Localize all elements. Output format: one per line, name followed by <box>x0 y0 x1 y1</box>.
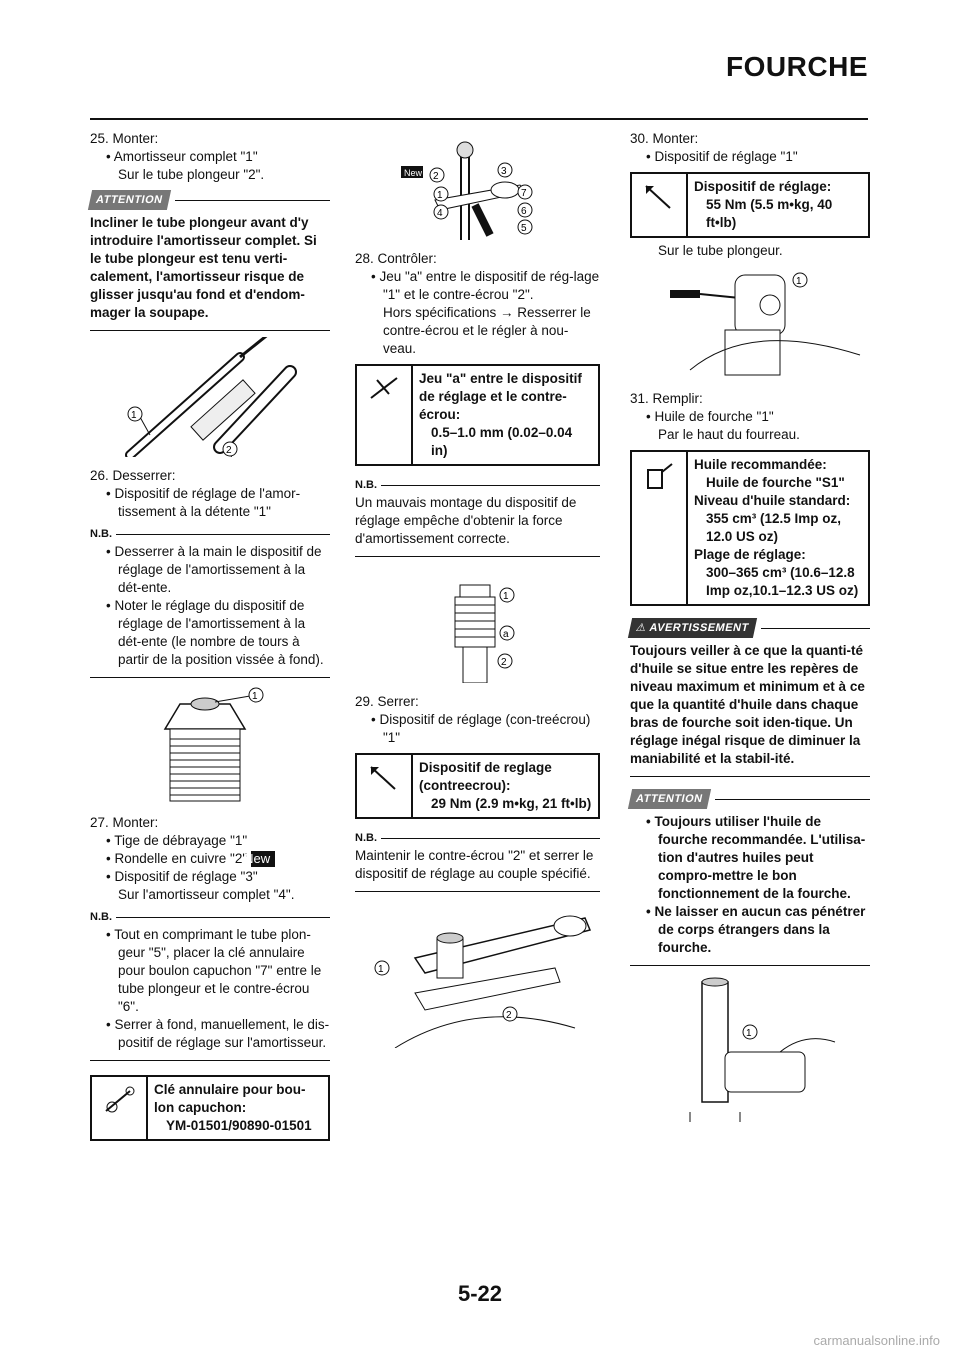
column-2 <box>355 130 600 1048</box>
clearance-figure <box>355 563 600 683</box>
note-header <box>90 908 330 926</box>
step-28-detail: Hors spécifications → Resserrer le contre-écrou et le régler à nou-veau. <box>383 305 591 356</box>
step-31-item: • Huile de fourche "1" <box>646 409 774 424</box>
callout-2: 2 <box>433 171 439 182</box>
step-28: 28. Contrôler: <box>355 251 437 266</box>
step-26-item: • Dispositif de réglage de l'amor-tissement à la détente "1" <box>106 486 301 519</box>
note-text: Un mauvais montage du dispositif de réglage empêche d'obtenir la force d'amortissement correcte. <box>355 495 577 546</box>
oil-level-value: 355 cm³ (12.5 Imp oz, 12.0 US oz) <box>706 511 842 544</box>
torque-wrench-icon <box>357 755 413 817</box>
step-25-item: • Amortisseur complet "1" <box>106 149 258 164</box>
divider <box>90 677 330 678</box>
step-30-item: • Dispositif de réglage "1" <box>646 149 798 164</box>
step-29: 29. Serrer: <box>355 694 419 709</box>
callout-7: 7 <box>521 188 527 199</box>
note-header <box>90 525 330 543</box>
oil-value: Huile de fourche "S1" <box>706 475 845 490</box>
step-27-item <box>90 850 330 868</box>
callout-1: 1 <box>378 964 384 975</box>
note-label: N.B. <box>90 911 112 923</box>
damper-assembly-figure <box>90 337 330 457</box>
note-label: N.B. <box>355 832 377 844</box>
step-30-detail: Sur le tube plongeur. <box>658 243 783 258</box>
step-27-item: • Dispositif de réglage "3" <box>106 869 258 884</box>
step-31-detail: Par le haut du fourreau. <box>658 427 800 442</box>
callout-1: 1 <box>796 276 802 287</box>
oil-fill-figure <box>630 972 870 1122</box>
callout-a: a <box>503 629 509 640</box>
attention-header <box>90 190 330 210</box>
attention-text: Incliner le tube plongeur avant d'y introduire l'amortisseur complet. Si le tube plongeur est tenu verti-calement, l'amortisseur risque de glisser jusqu'au fond et d'endom-mager la soupape. <box>90 215 317 320</box>
callout-1: 1 <box>503 591 509 602</box>
warning-badge: ⚠ AVERTISSEMENT <box>628 618 757 638</box>
warning-label: AVERTISSEMENT <box>648 622 750 634</box>
new-callout: New <box>404 168 423 178</box>
callout-1: 1 <box>131 410 137 421</box>
note-item: • Serrer à fond, manuellement, le dis-positif de réglage sur l'amortisseur. <box>106 1017 330 1050</box>
attention-badge: ATTENTION <box>88 190 171 210</box>
oil-label: Huile recommandée: <box>694 457 827 472</box>
caliper-icon <box>357 366 413 464</box>
header-rule <box>90 118 868 120</box>
note-header <box>355 829 600 847</box>
callout-2: 2 <box>506 1010 512 1021</box>
page-title: FOURCHE <box>726 51 868 82</box>
torque-value: 29 Nm (2.9 m•kg, 21 ft•lb) <box>431 796 592 811</box>
callout-5: 5 <box>521 223 527 234</box>
oil-level-label: Niveau d'huile standard: <box>694 493 851 508</box>
step-30: 30. Monter: <box>630 131 699 146</box>
callout-4: 4 <box>437 208 443 219</box>
torque-box <box>630 172 870 238</box>
callout-2: 2 <box>501 657 507 668</box>
special-tool-box <box>90 1075 330 1141</box>
torque-title: Dispositif de réglage: <box>694 179 832 194</box>
step-27-item-text: • Rondelle en cuivre "2" <box>106 851 248 866</box>
step-29-item: • Dispositif de réglage (con-treécrou) "1" <box>371 712 591 745</box>
page-number: 5-22 <box>457 1281 503 1306</box>
step-27-detail: Sur l'amortisseur complet "4". <box>118 887 295 902</box>
adjuster-install-figure <box>355 130 600 240</box>
note-text: Maintenir le contre-écrou "2" et serrer le dispositif de réglage au couple spécifié. <box>355 848 594 881</box>
callout-1: 1 <box>252 691 258 702</box>
divider <box>90 1060 330 1061</box>
divider <box>355 891 600 892</box>
warning-header <box>630 618 870 638</box>
callout-6: 6 <box>521 206 527 217</box>
oil-range-value: 300–365 cm³ (10.6–12.8 Imp oz,10.1–12.3 US oz) <box>706 565 859 598</box>
divider <box>355 556 600 557</box>
step-28-item: • Jeu "a" entre le dispositif de rég-lage "1" et le contre-écrou "2". <box>371 269 600 302</box>
callout-1: 1 <box>746 1028 752 1039</box>
adjuster-tube-figure <box>630 260 870 380</box>
note-label: N.B. <box>355 479 377 491</box>
divider <box>630 776 870 777</box>
attention-badge: ATTENTION <box>628 789 711 809</box>
callout-3: 3 <box>501 166 507 177</box>
footer-watermark: carmanualsonline.info <box>813 1333 940 1348</box>
divider <box>90 330 330 331</box>
callout-1: 1 <box>437 190 443 201</box>
step-25-detail: Sur le tube plongeur "2". <box>118 167 265 182</box>
torque-wrench-icon <box>632 174 688 236</box>
tool-value: YM-01501/90890-01501 <box>166 1118 312 1133</box>
attention-item: • Ne laisser en aucun cas pénétrer de corps étrangers dans la fourche. <box>646 904 866 955</box>
column-3 <box>630 130 870 1122</box>
note-label: N.B. <box>90 528 112 540</box>
step-25: 25. Monter: <box>90 131 159 146</box>
attention-header <box>630 789 870 809</box>
step-27-item: • Tige de débrayage "1" <box>106 833 248 848</box>
divider <box>630 965 870 966</box>
step-27: 27. Monter: <box>90 815 159 830</box>
step-26: 26. Desserrer: <box>90 468 176 483</box>
new-badge: New <box>251 851 275 867</box>
step-31: 31. Remplir: <box>630 391 703 406</box>
tightening-figure <box>355 898 600 1048</box>
oil-spec-box <box>630 450 870 606</box>
torque-box <box>355 753 600 819</box>
oil-range-label: Plage de réglage: <box>694 547 806 562</box>
note-item: • Tout en comprimant le tube plon-geur "5", placer la clé annulaire pour boulon capuchon "7" entre le tube plongeur et le contre-écrou "6". <box>106 927 322 1014</box>
rebound-adjuster-figure <box>90 684 330 804</box>
oil-can-icon <box>632 452 688 604</box>
note-header <box>355 476 600 494</box>
spec-box <box>355 364 600 466</box>
note-item: • Desserrer à la main le dispositif de réglage de l'amortissement à la dét-ente. <box>106 544 322 595</box>
callout-2: 2 <box>226 445 232 456</box>
spec-title: Jeu "a" entre le dispositif de réglage et le contre-écrou: <box>419 371 582 422</box>
warning-text: Toujours veiller à ce que la quanti-té d'huile se situe entre les repères de niveau maximum et minimum et à ce que la quantité d'huile dans chaque bras de fourche soit iden-tique. Un réglage inégal risque de diminuer la maniabilité et la stabil-ité. <box>630 643 865 766</box>
tool-title: Clé annulaire pour bou-lon capuchon: <box>154 1082 306 1115</box>
spec-value: 0.5–1.0 mm (0.02–0.04 in) <box>431 425 573 458</box>
attention-item: • Toujours utiliser l'huile de fourche recommandée. L'utilisa-tion d'autres huiles peut compro-mettre le bon fonctionnement de la fourche. <box>646 814 866 901</box>
wrench-icon <box>92 1077 148 1139</box>
torque-value: 55 Nm (5.5 m•kg, 40 ft•lb) <box>706 197 833 230</box>
column-1 <box>90 130 330 1141</box>
note-item: • Noter le réglage du dispositif de réglage de l'amortissement à la dét-ente (le nombre de tours à partir de la position vissée à fond). <box>106 598 324 667</box>
torque-title: Dispositif de reglage (contreecrou): <box>419 760 552 793</box>
